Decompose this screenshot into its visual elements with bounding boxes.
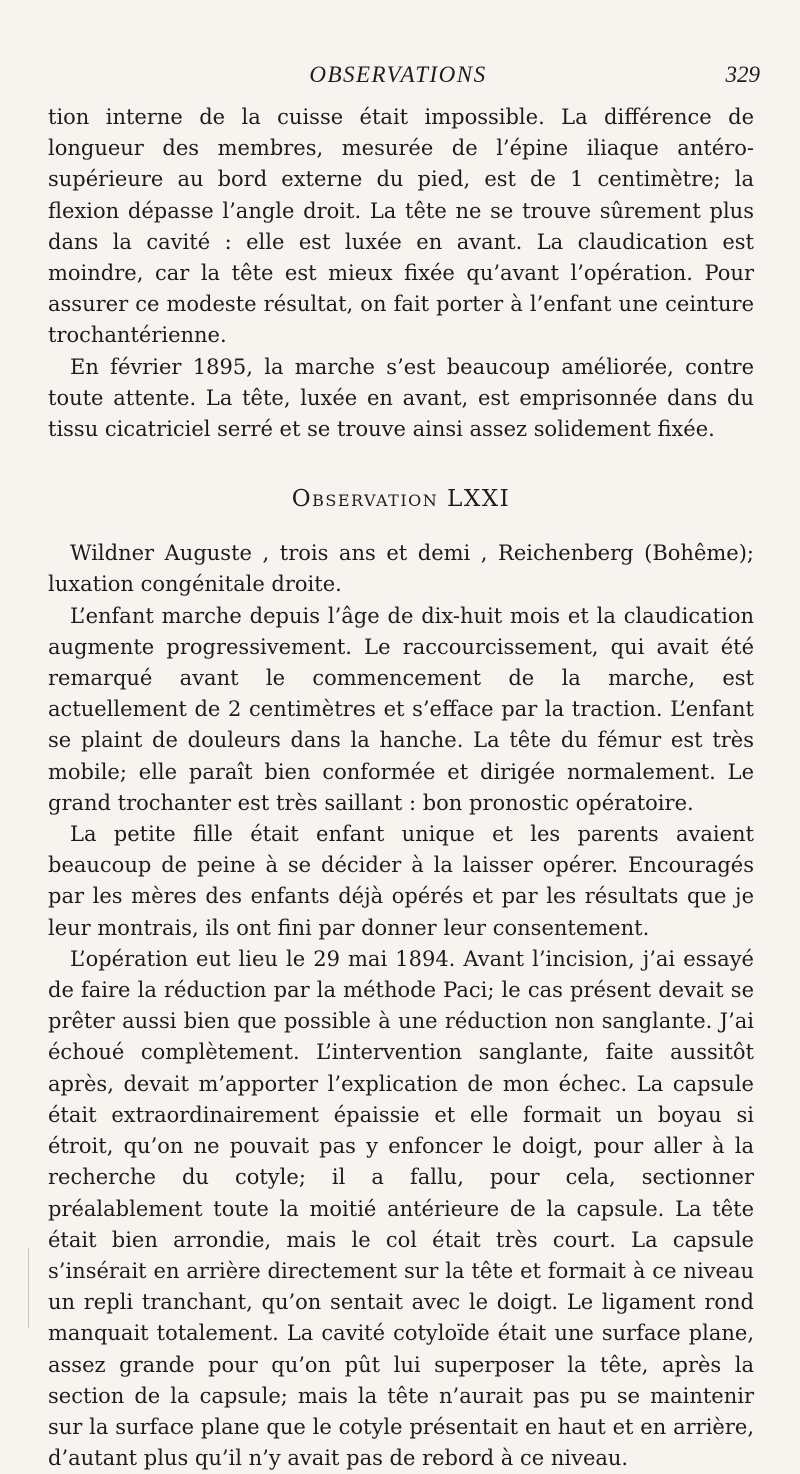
paragraph: Wildner Auguste , trois ans et demi , Reichenberg (Bohême); luxation congénitale droite.: [48, 541, 754, 597]
paragraph: tion interne de la cuisse était impossible. La différence de longueur des membres, mesurée de l’épine iliaque antéro-supérieure au bord externe du pied, est de 1 centimètre; la flexion dépasse l’angle droit. La tête ne se trouve sûrement plus dans la cavité : elle est luxée en avant. La claudication est moindre, car la tête est mieux fixée qu’avant l’opération. Pour assurer ce modeste résultat, on fait porter à l’enfant une ceinture trochantérienne.: [48, 105, 754, 348]
running-title: OBSERVATIONS: [309, 62, 487, 87]
paragraph: En février 1895, la marche s’est beaucoup améliorée, contre toute attente. La tête, luxée en avant, est emprisonnée dans du tissu cicatriciel serré et se trouve ainsi assez solidement fixée.: [48, 354, 754, 442]
paragraph: La petite fille était enfant unique et les parents avaient beaucoup de peine à se décider à la laisser opérer. Encouragés par les mères des enfants déjà opérés et par les résultats que je leur montrais, ils ont fini par donner leur consentement.: [48, 822, 754, 940]
paragraph: L’enfant marche depuis l’âge de dix-huit mois et la claudication augmente progressivement. Le raccourcissement, qui avait été remarqué avant le commencement de la marche, est actuellement de 2 centimètres et s’efface par la traction. L’enfant se plaint de douleurs dans la hanche. La tête du fémur est très mobile; elle paraît bien conformée et dirigée normalement. Le grand trochanter est très saillant : bon pronostic opératoire.: [48, 603, 754, 815]
page-edge-line: [28, 1248, 29, 1328]
body-text: [48, 102, 754, 1474]
running-head: [0, 62, 800, 92]
page-number: 329: [725, 62, 760, 87]
paragraph: L’opération eut lieu le 29 mai 1894. Avant l’incision, j’ai essayé de faire la réduction par la méthode Paci; le cas présent devait se prêter aussi bien que possible à une réduction non sanglante. J’ai échoué complètement. L’intervention sanglante, faite aussitôt après, devait m’apporter l’explication de mon échec. La capsule était extraordinairement épaissie et elle formait un boyau si étroit, qu’on ne pouvait pas y enfoncer le doigt, pour aller à la recherche du cotyle; il a fallu, pour cela, sectionner préalablement toute la moitié antérieure de la capsule. La tête était bien arrondie, mais le col était très court. La capsule s’insérait en arrière directement sur la tête et formait à ce niveau un repli tranchant, qu’on sentait avec le doigt. Le ligament rond manquait totalement. La cavité cotyloïde était une surface plane, assez grande pour qu’on pût lui superposer la tête, après la section de la capsule; mais la tête n’aurait pas pu se maintenir sur la surface plane que le cotyle présentait en haut et en arrière, d’autant plus qu’il n’y avait pas de rebord à ce niveau.: [48, 946, 754, 1471]
section-heading: Observation LXXI: [291, 486, 511, 513]
